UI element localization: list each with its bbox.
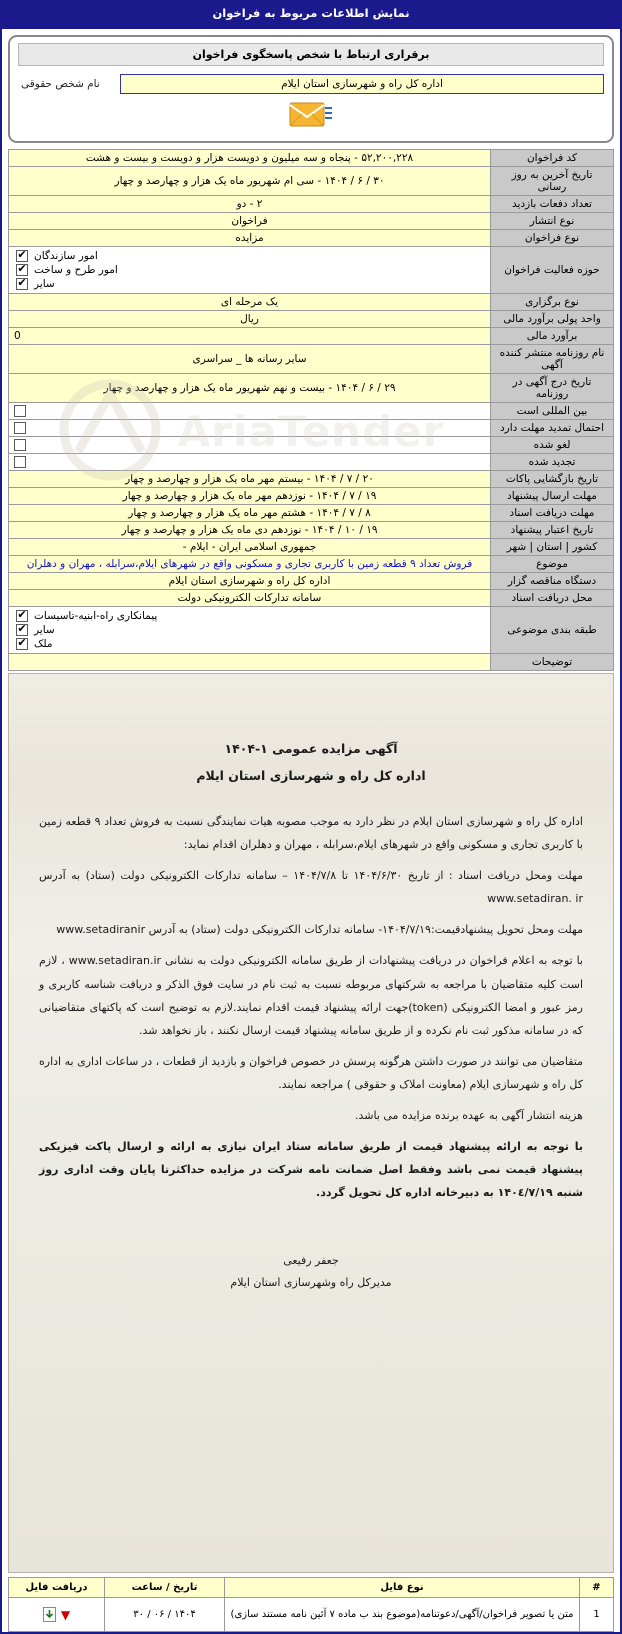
row-value: ریال (9, 311, 491, 328)
row-value: ۲۹ / ۶ / ۱۴۰۴ - بیست و نهم شهریور ماه یک هزار و چهارصد و چهار (9, 374, 491, 403)
checkbox-label: ملک (34, 638, 53, 650)
table-row (9, 328, 614, 345)
main-frame (0, 27, 622, 1634)
row-value: 0 (9, 328, 491, 345)
row-value: ۸ / ۷ / ۱۴۰۴ - هشتم مهر ماه یک هزار و چهارصد و چهار (9, 505, 491, 522)
attachment-download-cell[interactable] (9, 1598, 105, 1632)
checkbox-item[interactable] (14, 609, 485, 623)
table-row (9, 230, 614, 247)
checkbox-label: سایر (34, 278, 55, 290)
row-label: دستگاه مناقصه گزار (491, 573, 614, 590)
attachments-header-row (9, 1578, 614, 1598)
row-value: یک مرحله ای (9, 294, 491, 311)
row-label: لغو شده (491, 437, 614, 454)
row-value: مزایده (9, 230, 491, 247)
row-label: نوع فراخوان (491, 230, 614, 247)
category-options (9, 607, 491, 654)
activity-scope-label: حوزه فعالیت فراخوان (491, 247, 614, 294)
table-row (9, 488, 614, 505)
checkbox-cancelled[interactable] (14, 439, 26, 451)
download-icon[interactable] (43, 1607, 56, 1622)
row-value: سامانه تدارکات الکترونیکی دولت (9, 590, 491, 607)
row-label: نوع انتشار (491, 213, 614, 230)
checkbox-item[interactable] (14, 637, 485, 651)
flag-extendable (9, 420, 491, 437)
row-label: مهلت ارسال پیشنهاد (491, 488, 614, 505)
scan-title-main: آگهی مزایده عمومی ۱-۱۴۰۴ (224, 741, 398, 756)
scan-title-sub: اداره کل راه و شهرسازی استان ایلام (196, 768, 426, 783)
row-value: ۲ - دو (9, 196, 491, 213)
checkbox-other[interactable] (16, 278, 28, 290)
row-value-subject: فروش تعداد ۹ قطعه زمین با کاربری تجاری و مسکونی واقع در شهرهای ایلام،سرابله ، مهران و دهلران (9, 556, 491, 573)
table-row (9, 590, 614, 607)
row-label: تاریخ اعتبار پیشنهاد (491, 522, 614, 539)
scan-paragraph-6: هزینه انتشار آگهی به عهده برنده مزایده می باشد. (354, 1109, 583, 1123)
signature-block (39, 1250, 583, 1294)
row-value: ۲۰ / ۷ / ۱۴۰۴ - بیستم مهر ماه یک هزار و چهارصد و چهار (9, 471, 491, 488)
notes-label: توضیحات (491, 654, 614, 671)
watermark-text: AriaTender (177, 407, 445, 456)
col-datetime: تاریخ / ساعت (105, 1578, 225, 1598)
table-row (9, 522, 614, 539)
row-value: ۳۰ / ۶ / ۱۴۰۴ - سی ام شهریور ماه یک هزار و چهارصد و چهار (9, 167, 491, 196)
row-label: تاریخ درج آگهی در روزنامه (491, 374, 614, 403)
row-value: اداره کل راه و شهرسازی استان ایلام (9, 573, 491, 590)
row-value: ۱۹ / ۱۰ / ۱۴۰۴ - نوزدهم دی ماه یک هزار و چهارصد و چهار (9, 522, 491, 539)
checkbox-category-other[interactable] (16, 624, 28, 636)
row-label: بین المللی است (491, 403, 614, 420)
flag-renewed (9, 454, 491, 471)
pin-icon: ▼ (60, 1607, 71, 1622)
row-label: نام روزنامه منتشر کننده آگهی (491, 345, 614, 374)
row-label: کشور | استان | شهر (491, 539, 614, 556)
row-label: تعداد دفعات بازدید (491, 196, 614, 213)
table-row (9, 345, 614, 374)
scan-paragraph-2: مهلت ومحل دریافت اسناد : از تاریخ ۱۴۰۴/۶/۳۰ تا ۱۴۰۴/۷/۸ – سامانه تدارکات الکترونیکی دولت (ستاد) به آدرس www.setadiran. ir (39, 869, 583, 906)
row-label: تجدید شده (491, 454, 614, 471)
checkbox-label: امور سازندگان (34, 250, 98, 262)
attachment-date: ۱۴۰۴ / ۰۶ / ۳۰ (105, 1598, 225, 1632)
attachment-index: 1 (580, 1598, 614, 1632)
checkbox-property[interactable] (16, 638, 28, 650)
checkbox-item[interactable] (14, 263, 485, 277)
table-row-subject (9, 556, 614, 573)
checkbox-renewed[interactable] (14, 456, 26, 468)
checkbox-label: سایر (34, 624, 55, 636)
checkbox-international[interactable] (14, 405, 26, 417)
row-value: جمهوری اسلامی ایران - ایلام - (9, 539, 491, 556)
contact-entity-label: نام شخص حقوقی (21, 78, 100, 90)
category-row (9, 607, 614, 654)
signer-title: مدیرکل راه وشهرسازی استان ایلام (230, 1276, 392, 1290)
signer-name: جعفر رفیعی (283, 1254, 339, 1268)
table-row (9, 420, 614, 437)
announcement-details-table (8, 149, 614, 671)
row-label: احتمال تمدید مهلت دارد (491, 420, 614, 437)
table-row (9, 150, 614, 167)
row-value: سایر رسانه ها _ سراسری (9, 345, 491, 374)
checkbox-item[interactable] (14, 623, 485, 637)
row-label: برآورد مالی (491, 328, 614, 345)
table-row (9, 167, 614, 196)
row-label: واحد پولی برآورد مالی (491, 311, 614, 328)
table-row (9, 539, 614, 556)
table-row (9, 573, 614, 590)
scan-paragraph-1: اداره کل راه و شهرسازی استان ایلام در نظر دارد به موجب مصوبه هیات نمایندگی نسبت به فروش تعداد ۹ قطعه زمین با کاربری تجاری و مسکونی واقع در شهرهای ایلام،سرابله ، مهران و دهلران اقدام نماید: (39, 815, 583, 852)
table-row (9, 374, 614, 403)
scanned-announcement (8, 673, 614, 1573)
contact-entity-value: اداره کل راه و شهرسازی استان ایلام (120, 74, 604, 94)
table-row-notes (9, 654, 614, 671)
checkbox-contracting-road[interactable] (16, 610, 28, 622)
row-value: فراخوان (9, 213, 491, 230)
category-label: طبقه بندی موضوعی (491, 607, 614, 654)
checkbox-extendable[interactable] (14, 422, 26, 434)
contact-row (18, 74, 604, 94)
table-row (9, 454, 614, 471)
col-download: دریافت فایل (9, 1578, 105, 1598)
checkbox-label: پیمانکاری راه-ابنیه-تاسیسات (34, 610, 158, 622)
row-label: مهلت دریافت اسناد (491, 505, 614, 522)
notes-value (9, 654, 491, 671)
checkbox-builders[interactable] (16, 250, 28, 262)
table-row (9, 311, 614, 328)
contact-message-action[interactable] (18, 101, 604, 131)
table-row (9, 196, 614, 213)
col-filetype: نوع فایل (225, 1578, 580, 1598)
row-label: نوع برگزاری (491, 294, 614, 311)
checkbox-label: امور طرح و ساخت (34, 264, 118, 276)
row-label: تاریخ آخرین به روز رسانی (491, 167, 614, 196)
activity-scope-options (9, 247, 491, 294)
flag-cancelled (9, 437, 491, 454)
attachments-table (8, 1577, 614, 1632)
page-title: نمایش اطلاعات مربوط به فراخوان (0, 0, 622, 27)
row-label: محل دریافت اسناد (491, 590, 614, 607)
attachment-type: متن یا تصویر فراخوان/آگهی/دعوتنامه(موضوع بند ب ماده ۷ آئین نامه مستند سازی) (225, 1598, 580, 1632)
table-row (9, 294, 614, 311)
row-value: ۵۲,۲۰۰,۲۲۸ - پنجاه و سه میلیون و دویست هزار و دویست و بیست و هشت (9, 150, 491, 167)
row-label: موضوع (491, 556, 614, 573)
table-row (9, 437, 614, 454)
checkbox-item[interactable] (14, 277, 485, 291)
flag-international (9, 403, 491, 420)
scan-paragraph-3: مهلت ومحل تحویل پیشنهادقیمت:۱۴۰۴/۷/۱۹- سامانه تدارکات الکترونیکی دولت (ستاد) به آدرس www.setadiranir (56, 923, 583, 937)
table-row (9, 505, 614, 522)
row-label: کد فراخوان (491, 150, 614, 167)
contact-heading: برقراری ارتباط با شخص پاسخگوی فراخوان (18, 43, 604, 66)
row-value: ۱۹ / ۷ / ۱۴۰۴ - نوزدهم مهر ماه یک هزار و چهارصد و چهار (9, 488, 491, 505)
table-row (9, 471, 614, 488)
checkbox-item[interactable] (14, 249, 485, 263)
row-label: تاریخ بازگشایی پاکات (491, 471, 614, 488)
table-row (9, 213, 614, 230)
activity-scope-row (9, 247, 614, 294)
scan-paragraph-7: با توجه به ارائه پیشنهاد قیمت از طریق سامانه ستاد ایران نیازی به ارائه و ارسال پاکت فیزیکی پیشنهاد قیمت نمی باشد وفقط اصل ضمانت نامه شرکت در مزایده حداکثرتا پایان وقت اداری روز شنبه ۱۴۰٤/۷/۱۹ به دبیرخانه اداره کل تحویل گردد. (39, 1140, 583, 1200)
scan-paragraph-4: با توجه به اعلام فراخوان در دریافت پیشنهادات از طریق سامانه الکترونیکی دولت به نشانی www.setadiran.ir ، لازم است کلیه متقاضیان با مراجعه به شرکتهای مربوطه نسبت به ثبت نام در سایت فوق الذکر و دریافت شناسه کاربری و رمز عبور و امضا الکترونیکی (token)جهت ارائه پیشنهاد قیمت اقدام نمایند.لازم به توضیح است که پاکتهای متقاضیانی که در سامانه مذکور ثبت نام نکرده و از طریق سامانه پیشنهاد قیمت ارسال نکنند ، باز نخواهد شد. (39, 954, 583, 1037)
scan-paragraph-5: متقاضیان می توانند در صورت داشتن هرگونه پرسش در خصوص فراخوان و بازدید از قطعات ، در ساعات اداری به اداره کل راه و شهرسازی ایلام (معاونت املاک و حقوقی ) مراجعه نمایند. (39, 1054, 583, 1091)
checkbox-design-build[interactable] (16, 264, 28, 276)
contact-panel (8, 35, 614, 143)
table-row (9, 403, 614, 420)
attachment-row (9, 1598, 614, 1632)
envelope-icon[interactable] (289, 101, 333, 128)
col-index: # (580, 1578, 614, 1598)
